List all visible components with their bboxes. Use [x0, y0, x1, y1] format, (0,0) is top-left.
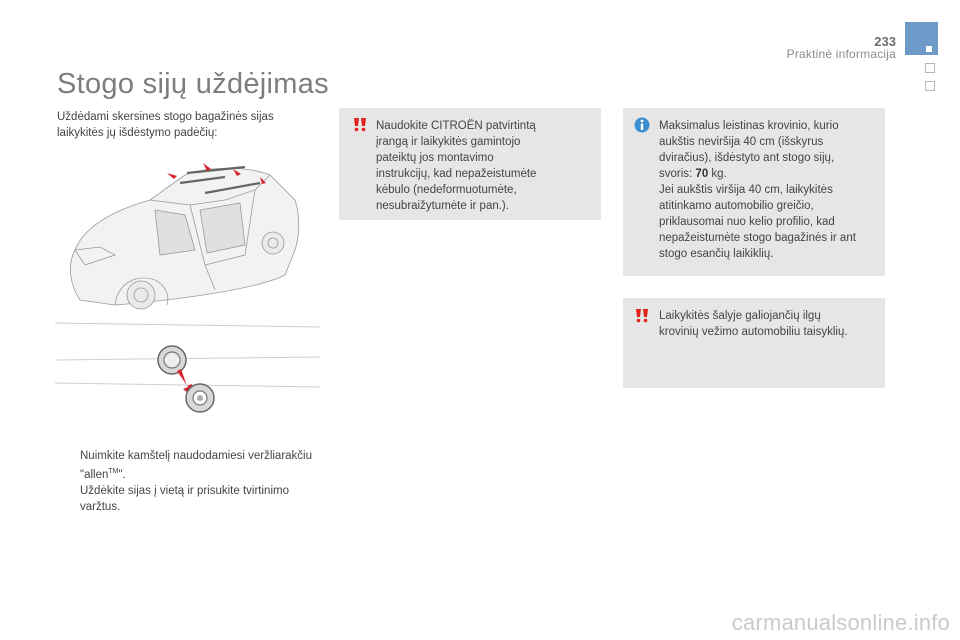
text-line: stogo esančių laikiklių.: [659, 248, 774, 260]
intro-text: Uždėdami skersines stogo bagažinės sijas laikykitės jų išdėstymo padėčių:: [57, 111, 274, 139]
warning-text: [659, 308, 881, 340]
step-text: Nuimkite kamštelį naudodamiesi veržliarakčiu "allen: [80, 450, 313, 481]
text-line: Maksimalus leistinas krovinio, kurio: [659, 120, 839, 132]
text-line: Laikykitės šalyje galiojančių ilgų: [659, 310, 821, 322]
text-line: nepažeistumėte stogo bagažinės ir ant: [659, 232, 856, 244]
weight-unit: kg.: [708, 168, 727, 180]
chapter-tab[interactable]: [925, 81, 935, 91]
trademark: TM: [108, 468, 119, 475]
info-icon: [634, 117, 650, 133]
text-line: dviračius), išdėstyto ant stogo sijų,: [659, 152, 835, 164]
warning-icon: [634, 308, 650, 324]
roof-line-upper: [55, 357, 320, 360]
info-text: [659, 118, 881, 262]
page-title: Stogo sijų uždėjimas: [57, 68, 329, 100]
warning-text: [376, 118, 596, 214]
text-line: instrukcijų, kad nepažeistumėte: [376, 168, 537, 180]
roof-line-lower: [55, 383, 320, 387]
text-line: Naudokite CITROËN patvirtintą: [376, 120, 536, 132]
text-line: Jei aukštis viršija 40 cm, laikykitės: [659, 184, 833, 196]
text-line: aukštis neviršija 40 cm (išskyrus: [659, 136, 824, 148]
weight-value: 70: [695, 168, 709, 180]
text-line: kėbulo (nedeformuotumėte,: [376, 184, 517, 196]
instruction-steps: [57, 448, 327, 515]
plug-cap: [158, 346, 186, 374]
tab-marker: [926, 46, 932, 52]
warning-box-regulations: [623, 298, 885, 388]
mounting-hole: [186, 384, 214, 412]
weight-line: [659, 166, 881, 182]
page-number: 233: [874, 34, 896, 49]
text-line: nesubraižytumėte ir pan.).: [376, 200, 509, 212]
chapter-tab[interactable]: [925, 63, 935, 73]
step-text-end: ".: [118, 468, 126, 481]
text-line: krovinių vežimo automobiliu taisyklių.: [659, 326, 848, 338]
divider-line: [55, 323, 320, 327]
roof-bars-illustration: [55, 155, 320, 425]
chapter-tab-active[interactable]: [905, 22, 938, 55]
text-line: atitinkamo automobilio greičio,: [659, 200, 814, 212]
text-line: įrangą ir laikykitės gamintojo: [376, 136, 521, 148]
weight-label: svoris:: [659, 168, 696, 180]
step-item: [57, 448, 327, 483]
warning-box-approved-equipment: [339, 108, 601, 220]
text-line: priklausomai nuo kelio profilio, kad: [659, 216, 835, 228]
car-drawing: [70, 168, 298, 309]
info-box-max-load: [623, 108, 885, 276]
section-title: Praktinė informacija: [786, 47, 896, 61]
watermark: carmanualsonline.info: [731, 610, 950, 635]
warning-icon: [352, 117, 368, 133]
step-text: Uždėkite sijas į vietą ir prisukite tvirtinimo varžtus.: [80, 484, 289, 513]
step-item: [57, 483, 327, 515]
text-line: pateiktų jos montavimo: [376, 152, 494, 164]
